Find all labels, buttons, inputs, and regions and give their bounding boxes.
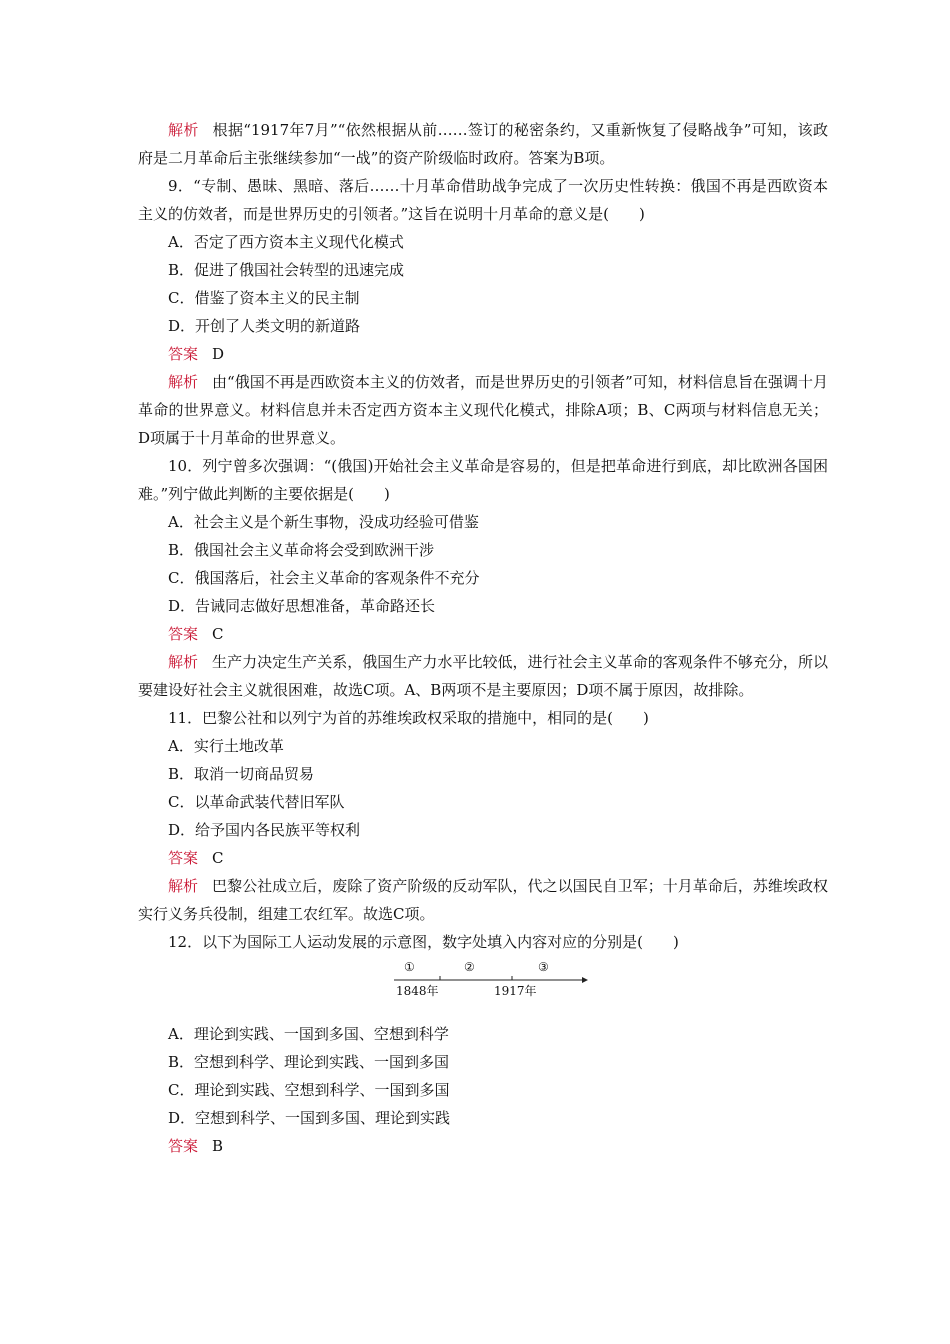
q10-option-c: C．俄国落后，社会主义革命的客观条件不充分 <box>168 569 480 587</box>
marker-1: ① <box>404 960 415 974</box>
analysis-text: 巴黎公社成立后，废除了资产阶级的反动军队，代之以国民自卫军；十月革命后，苏维埃政权实行义务兵役制，组建工农红军。故选C项。 <box>138 877 828 923</box>
q10-option-a: A．社会主义是个新生事物，没成功经验可借鉴 <box>168 513 479 531</box>
analysis-label: 解析 <box>168 653 199 671</box>
q10-analysis <box>138 648 828 704</box>
q9-option-a: A．否定了西方资本主义现代化模式 <box>168 233 404 251</box>
q11-option-c: C．以革命武装代替旧军队 <box>168 793 345 811</box>
q12-option-b: B．空想到科学、理论到实践、一国到多国 <box>168 1053 450 1071</box>
document-page <box>138 116 828 1160</box>
year-1917: 1917年 <box>494 984 537 998</box>
q9-stem: 9．“专制、愚昧、黑暗、落后……十月革命借助战争完成了一次历史性转换：俄国不再是西欧资本主义的仿效者，而是世界历史的引领者。”这旨在说明十月革命的意义是( ) <box>138 177 828 223</box>
analysis-label: 解析 <box>168 877 199 895</box>
answer-label: 答案 <box>168 625 199 643</box>
q12-option-c: C．理论到实践、空想到科学、一国到多国 <box>168 1081 450 1099</box>
q9-analysis <box>138 368 828 452</box>
timeline-arrow <box>582 977 588 983</box>
q11-analysis <box>138 872 828 928</box>
answer-label: 答案 <box>168 345 199 363</box>
answer-label: 答案 <box>168 1137 199 1155</box>
q12-option-d: D．空想到科学、一国到多国、理论到实践 <box>168 1109 451 1127</box>
q11-option-b: B．取消一切商品贸易 <box>168 765 315 783</box>
q12-stem: 12．以下为国际工人运动发展的示意图，数字处填入内容对应的分别是( ) <box>168 933 679 951</box>
answer-value: B <box>212 1137 224 1155</box>
q10-stem: 10．列宁曾多次强调：“(俄国)开始社会主义革命是容易的，但是把革命进行到底，却比欧洲各国困难。”列宁做此判断的主要依据是( ) <box>138 457 828 503</box>
q10-option-d: D．告诫同志做好思想准备，革命路还长 <box>168 597 436 615</box>
q9-option-d: D．开创了人类文明的新道路 <box>168 317 361 335</box>
q11-stem: 11．巴黎公社和以列宁为首的苏维埃政权采取的措施中，相同的是( ) <box>168 709 649 727</box>
marker-3: ③ <box>538 960 549 974</box>
q10-answer <box>138 620 828 648</box>
answer-value: D <box>212 345 225 363</box>
analysis-label: 解析 <box>168 373 199 391</box>
q9-answer <box>138 340 828 368</box>
analysis-text: 根据“1917年7月”“依然根据从前……签订的秘密条约，又重新恢复了侵略战争”可知，该政府是二月革命后主张继续参加“一战”的资产阶级临时政府。答案为B项。 <box>138 121 828 167</box>
answer-value: C <box>212 625 224 643</box>
q8-analysis <box>138 116 828 172</box>
year-1848: 1848年 <box>396 984 439 998</box>
q11-answer <box>138 844 828 872</box>
q12-option-a: A．理论到实践、一国到多国、空想到科学 <box>168 1025 449 1043</box>
timeline-diagram <box>138 958 828 1016</box>
q9-option-c: C．借鉴了资本主义的民主制 <box>168 289 360 307</box>
marker-2: ② <box>464 960 475 974</box>
analysis-text: 由“俄国不再是西欧资本主义的仿效者，而是世界历史的引领者”可知，材料信息旨在强调十月革命的世界意义。材料信息并未否定西方资本主义现代化模式，排除A项；B、C两项与材料信息无关；D项属于十月革命的世界意义。 <box>138 373 828 447</box>
q11-option-a: A．实行土地改革 <box>168 737 284 755</box>
q9-option-b: B．促进了俄国社会转型的迅速完成 <box>168 261 405 279</box>
analysis-label: 解析 <box>168 121 199 139</box>
answer-value: C <box>212 849 224 867</box>
analysis-text: 生产力决定生产关系，俄国生产力水平比较低，进行社会主义革命的客观条件不够充分，所以要建设好社会主义就很困难，故选C项。A、B两项不是主要原因；D项不属于原因，故排除。 <box>138 653 828 699</box>
q10-option-b: B．俄国社会主义革命将会受到欧洲干涉 <box>168 541 435 559</box>
q11-option-d: D．给予国内各民族平等权利 <box>168 821 361 839</box>
answer-label: 答案 <box>168 849 199 867</box>
q12-answer <box>138 1132 828 1160</box>
